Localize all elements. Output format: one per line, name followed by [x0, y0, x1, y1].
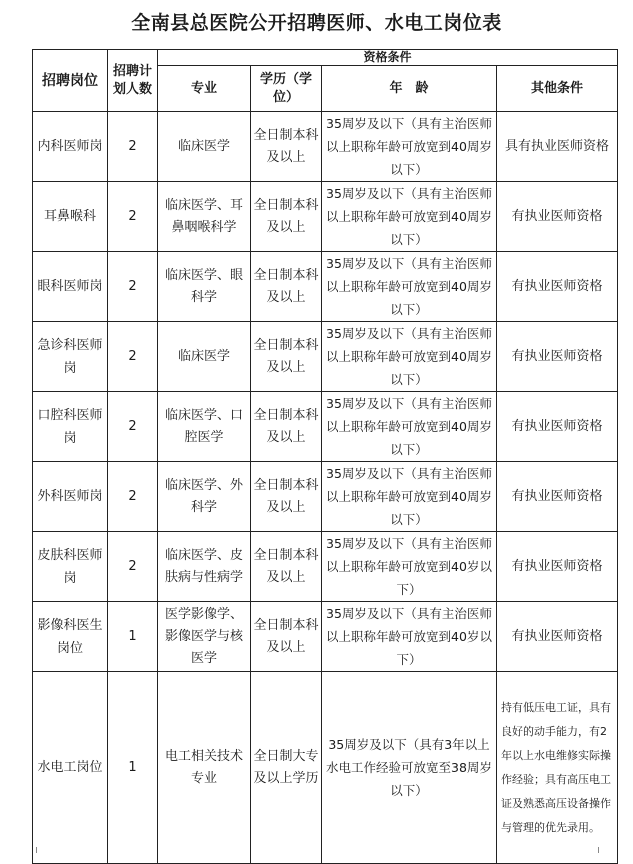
cell-position: 内科医师岗 [33, 112, 108, 182]
cell-age: 35周岁及以下（具有主治医师以上职称年龄可放宽到40岁以下） [322, 532, 497, 602]
cell-age: 35周岁及以下（具有主治医师以上职称年龄可放宽到40周岁以下） [322, 462, 497, 532]
cell-position: 皮肤科医师岗 [33, 532, 108, 602]
page-title: 全南县总医院公开招聘医师、水电工岗位表 [131, 12, 502, 34]
cell-education: 全日制本科及以上 [251, 532, 322, 602]
cell-position: 水电工岗位 [33, 672, 108, 864]
cell-count: 2 [108, 392, 158, 462]
cell-major: 临床医学、皮肤病与性病学 [158, 532, 251, 602]
cell-position: 眼科医师岗 [33, 252, 108, 322]
cell-age: 35周岁及以下（具有主治医师以上职称年龄可放宽到40周岁以下） [322, 252, 497, 322]
cell-age: 35周岁及以下（具有主治医师以上职称年龄可放宽到40周岁以下） [322, 392, 497, 462]
table-row [33, 252, 618, 322]
cell-major: 临床医学、眼科学 [158, 252, 251, 322]
cell-major: 临床医学 [158, 322, 251, 392]
cell-other: 具有执业医师资格 [497, 112, 618, 182]
cell-position: 口腔科医师岗 [33, 392, 108, 462]
cell-count: 2 [108, 322, 158, 392]
table-row [33, 392, 618, 462]
cell-position: 外科医师岗 [33, 462, 108, 532]
cell-education: 全日制本科及以上 [251, 392, 322, 462]
header-qualifications: 资格条件 [158, 50, 618, 66]
cell-major: 临床医学、耳鼻咽喉科学 [158, 182, 251, 252]
cell-age: 35周岁及以下（具有主治医师以上职称年龄可放宽到40周岁以下） [322, 182, 497, 252]
cell-other: 有执业医师资格 [497, 252, 618, 322]
cell-count: 2 [108, 182, 158, 252]
cell-count: 2 [108, 112, 158, 182]
cell-count: 2 [108, 532, 158, 602]
header-age: 年 龄 [322, 66, 497, 112]
header-education: 学历（学位） [251, 66, 322, 112]
table-row [33, 672, 618, 864]
header-major: 专业 [158, 66, 251, 112]
cell-education: 全日制本科及以上 [251, 252, 322, 322]
cell-count: 1 [108, 672, 158, 864]
cell-major: 临床医学 [158, 112, 251, 182]
cell-other: 有执业医师资格 [497, 182, 618, 252]
table-row [33, 532, 618, 602]
cell-education: 全日制本科及以上 [251, 322, 322, 392]
cell-age: 35周岁及以下（具有主治医师以上职称年龄可放宽到40周岁以下） [322, 322, 497, 392]
header-position: 招聘岗位 [33, 50, 108, 112]
cell-age: 35周岁及以下（具有主治医师以上职称年龄可放宽到40岁以下） [322, 602, 497, 672]
header-other: 其他条件 [497, 66, 618, 112]
cell-position: 影像科医生岗位 [33, 602, 108, 672]
cell-major: 临床医学、口腔医学 [158, 392, 251, 462]
cell-education: 全日制本科及以上 [251, 182, 322, 252]
cell-major: 医学影像学、影像医学与核医学 [158, 602, 251, 672]
cell-age: 35周岁及以下（具有3年以上水电工作经验可放宽至38周岁以下） [322, 672, 497, 864]
cell-other: 有执业医师资格 [497, 462, 618, 532]
table-row [33, 182, 618, 252]
table-row [33, 602, 618, 672]
header-count: 招聘计划人数 [108, 50, 158, 112]
cell-education: 全日制本科及以上 [251, 462, 322, 532]
table-row [33, 322, 618, 392]
recruitment-table [32, 49, 618, 864]
table-row [33, 462, 618, 532]
cell-education: 全日制本科及以上 [251, 602, 322, 672]
page-corner-mark [598, 847, 599, 853]
table-row [33, 112, 618, 182]
cell-education: 全日制本科及以上 [251, 112, 322, 182]
cell-count: 2 [108, 462, 158, 532]
cell-other: 有执业医师资格 [497, 392, 618, 462]
cell-count: 2 [108, 252, 158, 322]
cell-other: 持有低压电工证，具有良好的动手能力，有2年以上水电维修实际操作经验；具有高压电工证及熟悉高压设备操作与管理的优先录用。 [497, 672, 618, 864]
cell-major: 临床医学、外科学 [158, 462, 251, 532]
cell-other: 有执业医师资格 [497, 532, 618, 602]
cell-education: 全日制大专及以上学历 [251, 672, 322, 864]
cell-count: 1 [108, 602, 158, 672]
cell-other: 有执业医师资格 [497, 322, 618, 392]
cell-position: 急诊科医师岗 [33, 322, 108, 392]
page-corner-mark [36, 847, 37, 853]
cell-major: 电工相关技术专业 [158, 672, 251, 864]
cell-age: 35周岁及以下（具有主治医师以上职称年龄可放宽到40周岁以下） [322, 112, 497, 182]
cell-position: 耳鼻喉科 [33, 182, 108, 252]
cell-other: 有执业医师资格 [497, 602, 618, 672]
